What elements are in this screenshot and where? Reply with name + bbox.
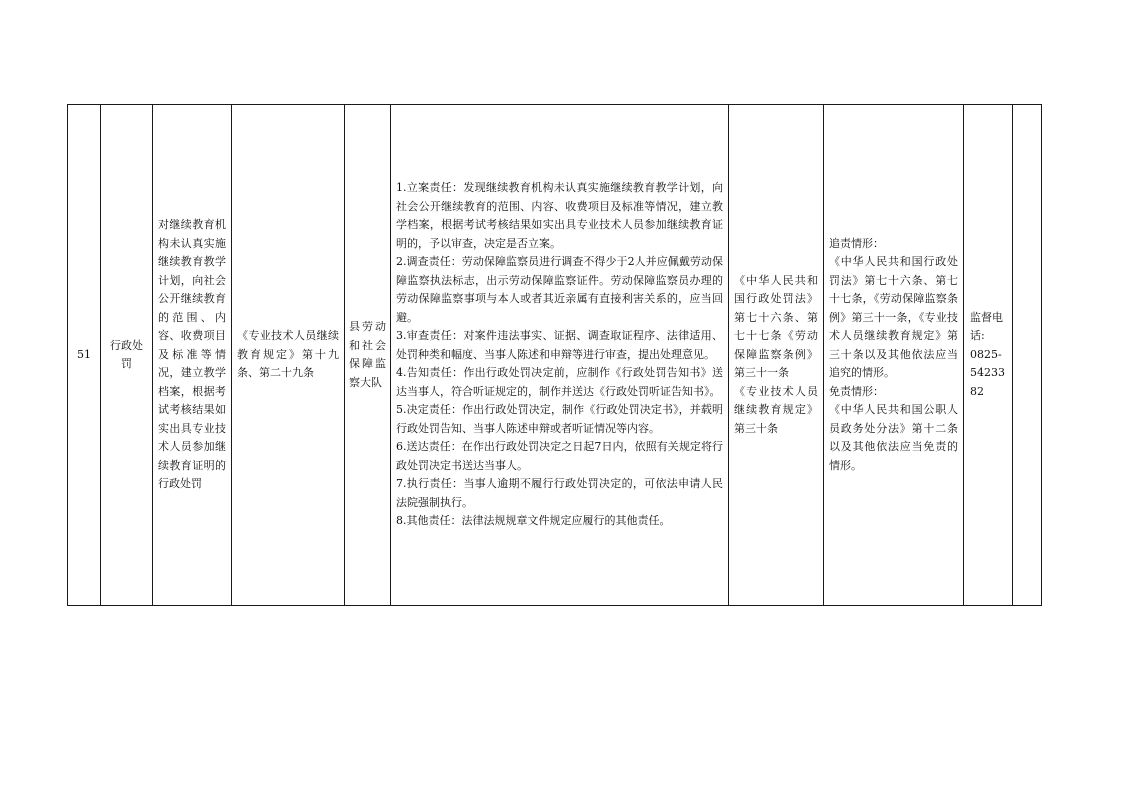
category-text: 行政处罚 [110,338,143,370]
responsibility-table [67,104,1042,606]
responsibility-item: 2.调查责任：劳动保障监察员进行调查不得少于2人并应佩戴劳动保障监察执法标志，出示劳动保障监察证件。劳动保障监察员办理的劳动保障监察事项与本人或者其近亲属有直接利害关系的，应当回避。 [396,255,723,324]
responsibility-item: 8.其他责任：法律法规规章文件规定应履行的其他责任。 [396,514,671,528]
supervision-phone: 0825-5423382 [970,347,1005,398]
item-name-cell [153,105,232,606]
row-number-cell [68,105,101,606]
accountability-item: 《中华人民共和国行政处罚法》第七十六条、第七十七条，《劳动保障监察条例》第三十一条，《专业技术人员继续教育规定》第三十条以及其他依法应当追究的情形。 [829,255,958,380]
accountability-cell [824,105,964,606]
exemption-heading: 免责情形： [829,384,884,398]
basis-cell [232,105,345,606]
responsibility-basis-item: 《中华人民共和国行政处罚法》第七十六条、第七十七条《劳动保障监察条例》第三十一条 [734,273,818,380]
remarks-cell [1013,105,1042,606]
supervision-cell [964,105,1013,606]
responsibility-basis-cell [729,105,824,606]
basis-text: 《专业技术人员继续教育规定》第十九条、第二十九条 [237,329,339,380]
responsibilities-cell [391,105,729,606]
department-cell [345,105,391,606]
item-name-text: 对继续教育机构未认真实施继续教育教学计划，向社会公开继续教育的范围、内容、收费项目及标准等情况，建立教学档案，根据考试考核结果如实出具专业技术人员参加继续教育证明的行政处罚 [158,218,226,491]
responsibility-basis-item: 《专业技术人员继续教育规定》第三十条 [734,384,818,435]
supervision-label: 监督电话: [970,310,1003,343]
responsibility-item: 4.告知责任：作出行政处罚决定前，应制作《行政处罚告知书》送达当事人，符合听证规定的，制作并送达《行政处罚听证告知书》。 [396,366,723,398]
row-number: 51 [77,347,91,361]
category-cell [101,105,153,606]
responsibility-item: 7.执行责任：当事人逾期不履行行政处罚决定的，可依法申请人民法院强制执行。 [396,477,723,509]
department-text: 县劳动和社会保障监察大队 [349,320,386,389]
table-row [68,105,1042,606]
responsibility-item: 1.立案责任：发现继续教育机构未认真实施继续教育教学计划，向社会公开继续教育的范围、内容、收费项目及标准等情况，建立教学档案，根据考试考核结果如实出具专业技术人员参加继续教育证明的，予以审查，决定是否立案。 [396,181,723,250]
responsibility-item: 3.审查责任：对案件违法事实、证据、调查取证程序、法律适用、处罚种类和幅度、当事人陈述和申辩等进行审查，提出处理意见。 [396,329,723,361]
accountability-heading: 追责情形： [829,236,884,250]
responsibility-item: 6.送达责任：在作出行政处罚决定之日起7日内，依照有关规定将行政处罚决定书送达当事人。 [396,440,723,472]
exemption-item: 《中华人民共和国公职人员政务处分法》第十二条以及其他依法应当免责的情形。 [829,403,958,472]
responsibility-item: 5.决定责任：作出行政处罚决定，制作《行政处罚决定书》，并载明行政处罚告知、当事人陈述申辩或者听证情况等内容。 [396,403,723,435]
